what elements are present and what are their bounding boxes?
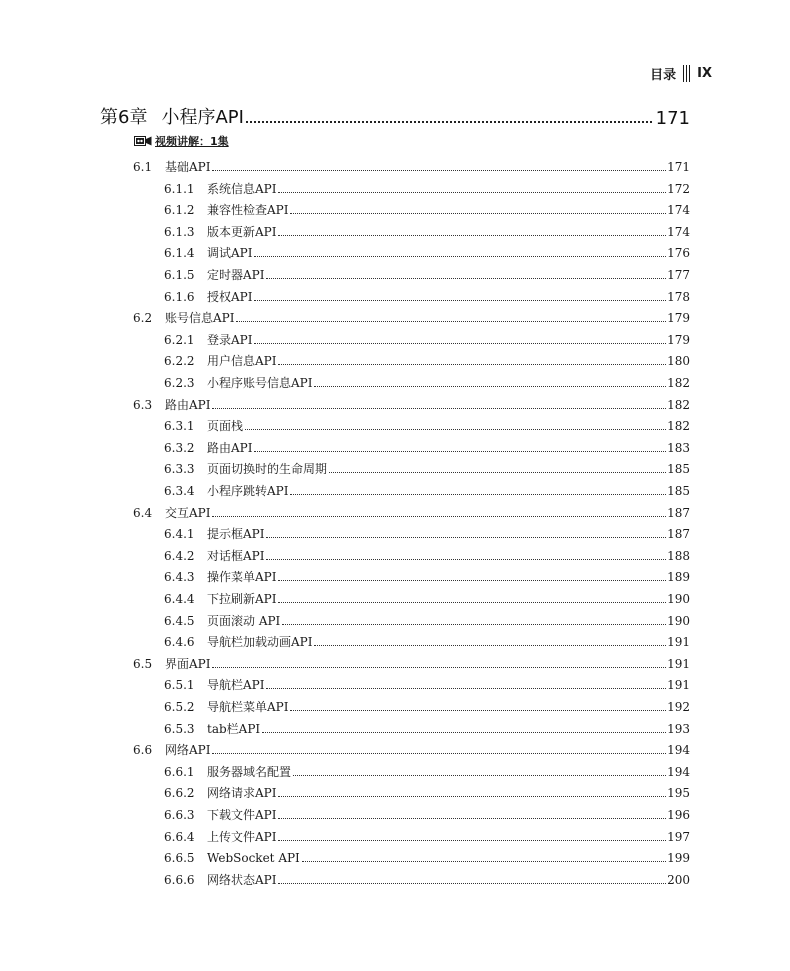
entry-title: 对话框API (207, 548, 265, 563)
entry-title: 网络状态API (207, 872, 277, 887)
entry-title: 页面切换时的生命周期 (207, 462, 328, 477)
entry-leader-dots (282, 624, 666, 625)
entry-page: 178 (667, 289, 690, 304)
toc-subsection-entry[interactable] (164, 369, 690, 390)
entry-page: 177 (667, 268, 690, 282)
entry-page: 197 (667, 829, 690, 844)
entry-title: 版本更新API (207, 224, 277, 239)
entry-number: 6.1.4 (164, 246, 195, 261)
video-note-label: 视频讲解：1集 (155, 135, 229, 148)
entry-leader-dots (278, 192, 666, 193)
entry-leader-dots (329, 472, 666, 473)
entry-title: 调试API (207, 246, 253, 261)
video-note[interactable] (134, 133, 229, 149)
entry-leader-dots (290, 213, 666, 214)
entry-page: 192 (667, 700, 690, 714)
entry-number: 6.6.2 (164, 786, 195, 801)
entry-leader-dots (262, 732, 666, 733)
entry-page: 191 (667, 678, 690, 693)
entry-page: 200 (667, 872, 690, 887)
entry-page: 193 (667, 721, 690, 736)
entry-title: 界面API (165, 656, 211, 671)
entry-number: 6.1.1 (164, 181, 195, 196)
toc-subsection-entry[interactable] (164, 542, 690, 563)
entry-page: 194 (667, 764, 690, 779)
toc-subsection-entry[interactable] (164, 261, 690, 282)
entry-leader-dots (254, 256, 666, 257)
entry-number: 6.2 (133, 311, 153, 326)
entry-number: 6.3.3 (164, 462, 195, 477)
toc-subsection-entry[interactable] (164, 801, 690, 822)
entry-page: 190 (667, 592, 690, 606)
entry-number: 6.5.3 (164, 721, 195, 736)
entry-page: 196 (667, 808, 690, 822)
entry-number: 6.4.3 (164, 570, 195, 585)
entry-page: 187 (667, 505, 690, 520)
entry-number: 6.6 (133, 743, 153, 758)
entry-leader-dots (278, 602, 666, 603)
entry-title: 网络请求API (207, 786, 277, 801)
entry-title: 下拉刷新API (207, 592, 277, 606)
entry-leader-dots (212, 170, 666, 171)
entry-number: 6.3.2 (164, 440, 195, 455)
toc-subsection-entry[interactable] (164, 607, 690, 628)
entry-number: 6.1.3 (164, 224, 195, 239)
toc-subsection-entry[interactable] (164, 715, 690, 736)
entry-page: 180 (667, 354, 690, 369)
toc-subsection-entry[interactable] (164, 823, 690, 844)
entry-title: 下载文件API (207, 808, 277, 822)
entry-leader-dots (290, 710, 666, 711)
entry-number: 6.4.5 (164, 613, 195, 628)
entry-page: 194 (667, 743, 690, 758)
chapter-page: 171 (655, 108, 690, 129)
entry-page: 191 (667, 656, 690, 671)
entry-number: 6.5 (133, 656, 153, 671)
toc-subsection-entry[interactable] (164, 196, 690, 217)
entry-page: 176 (667, 246, 690, 261)
entry-leader-dots (266, 688, 666, 689)
entry-title: 用户信息API (207, 354, 277, 369)
entry-number: 6.6.3 (164, 808, 195, 822)
toc-subsection-entry[interactable] (164, 758, 690, 779)
toc-subsection-entry[interactable] (164, 434, 690, 455)
entry-page: 171 (667, 160, 690, 174)
entry-number: 6.5.2 (164, 700, 195, 714)
entry-page: 190 (667, 613, 690, 628)
entry-title: 路由API (207, 440, 253, 455)
entry-title: 导航栏API (207, 678, 265, 693)
chapter-number: 第6章 (100, 107, 148, 128)
entry-page: 189 (667, 570, 690, 585)
entry-page: 174 (667, 224, 690, 239)
entry-title: 登录API (207, 332, 253, 347)
entry-number: 6.5.1 (164, 678, 195, 693)
header-divider-bars (683, 65, 690, 82)
entry-page: 182 (667, 419, 690, 434)
entry-title: 定时器API (207, 268, 265, 282)
entry-title: 服务器域名配置 (207, 764, 292, 779)
entry-leader-dots (278, 883, 666, 884)
entry-number: 6.3 (133, 397, 153, 412)
toc-subsection-entry[interactable] (164, 628, 690, 649)
entry-leader-dots (278, 364, 666, 365)
entry-leader-dots (266, 278, 666, 279)
toc-subsection-entry[interactable] (164, 175, 690, 196)
toc-subsection-entry[interactable] (164, 671, 690, 692)
entry-title: 页面滚动 API (207, 613, 281, 628)
entry-leader-dots (212, 753, 666, 754)
entry-title: 系统信息API (207, 181, 277, 196)
toc-section-entry[interactable] (133, 736, 690, 757)
entry-number: 6.2.1 (164, 332, 195, 347)
entry-number: 6.3.1 (164, 419, 195, 434)
entry-number: 6.6.4 (164, 829, 195, 844)
entry-page: 195 (667, 786, 690, 801)
entry-page: 183 (667, 440, 690, 455)
entry-title: 交互API (165, 505, 211, 520)
toc-subsection-entry[interactable] (164, 239, 690, 260)
entry-leader-dots (266, 559, 666, 560)
entry-page: 191 (667, 635, 690, 650)
entry-page: 179 (667, 311, 690, 326)
entry-page: 185 (667, 484, 690, 498)
toc-subsection-entry[interactable] (164, 283, 690, 304)
entry-title: tab栏API (207, 721, 261, 736)
entry-number: 6.1 (133, 160, 153, 174)
running-header (650, 64, 712, 82)
entry-number: 6.1.5 (164, 268, 195, 282)
toc-subsection-entry[interactable] (164, 477, 690, 498)
toc-section-entry[interactable] (133, 304, 690, 325)
entry-leader-dots (290, 494, 666, 495)
entry-leader-dots (236, 321, 666, 322)
chapter-leader-dots (246, 121, 652, 123)
entry-number: 6.4.2 (164, 548, 195, 563)
entry-leader-dots (314, 645, 666, 646)
entry-title: 页面栈 (207, 419, 244, 434)
entry-leader-dots (212, 516, 666, 517)
entry-title: 兼容性检查API (207, 203, 289, 218)
entry-leader-dots (302, 861, 666, 862)
entry-page: 199 (667, 851, 690, 866)
entry-number: 6.6.6 (164, 872, 195, 887)
entry-leader-dots (254, 451, 666, 452)
entry-leader-dots (278, 235, 666, 236)
entry-title: 小程序账号信息API (207, 376, 313, 390)
toc-subsection-entry[interactable] (164, 347, 690, 368)
entry-number: 6.1.2 (164, 203, 195, 218)
entry-number: 6.2.2 (164, 354, 195, 369)
toc-section-entry[interactable] (133, 650, 690, 671)
entry-page: 174 (667, 203, 690, 218)
toc-subsection-entry[interactable] (164, 218, 690, 239)
entry-leader-dots (278, 796, 666, 797)
entry-leader-dots (293, 775, 666, 776)
entry-title: 网络API (165, 743, 211, 758)
toc-section-entry[interactable] (133, 153, 690, 174)
entry-page: 187 (667, 527, 690, 542)
toc-subsection-entry[interactable] (164, 412, 690, 433)
entry-title: 授权API (207, 289, 253, 304)
entry-page: 182 (667, 397, 690, 412)
header-section-label: 目录 (650, 67, 677, 83)
entry-title: 操作菜单API (207, 570, 277, 585)
entry-number: 6.2.3 (164, 376, 195, 390)
entry-number: 6.4 (133, 505, 153, 520)
entry-title: 账号信息API (165, 311, 235, 326)
entry-number: 6.4.1 (164, 527, 195, 542)
toc-subsection-entry[interactable] (164, 844, 690, 865)
entry-title: 基础API (165, 160, 211, 174)
toc-subsection-entry[interactable] (164, 693, 690, 714)
entry-title: 提示框API (207, 527, 265, 542)
entry-leader-dots (212, 408, 666, 409)
toc-subsection-entry[interactable] (164, 326, 690, 347)
entry-leader-dots (212, 667, 666, 668)
toc-subsection-entry[interactable] (164, 866, 690, 887)
entry-page: 185 (667, 462, 690, 477)
entry-page: 182 (667, 376, 690, 390)
entry-page: 188 (667, 548, 690, 563)
entry-title: WebSocket API (207, 851, 300, 866)
toc-section-entry[interactable] (133, 391, 690, 412)
entry-title: 上传文件API (207, 829, 277, 844)
entry-title: 导航栏菜单API (207, 700, 289, 714)
video-camera-icon (134, 135, 152, 147)
entry-leader-dots (314, 386, 666, 387)
toc-subsection-entry[interactable] (164, 779, 690, 800)
toc-subsection-entry[interactable] (164, 455, 690, 476)
toc-subsection-entry[interactable] (164, 563, 690, 584)
entry-page: 172 (667, 181, 690, 196)
chapter-title: 小程序API (161, 107, 244, 128)
toc-section-entry[interactable] (133, 499, 690, 520)
entry-number: 6.4.4 (164, 592, 195, 606)
entry-leader-dots (254, 300, 666, 301)
entry-title: 路由API (165, 397, 211, 412)
entry-title: 小程序跳转API (207, 484, 289, 498)
entry-leader-dots (266, 537, 666, 538)
entry-number: 6.1.6 (164, 289, 195, 304)
header-page-number: IX (697, 65, 712, 81)
entry-leader-dots (278, 580, 666, 581)
chapter-heading[interactable] (100, 103, 690, 129)
entry-title: 导航栏加载动画API (207, 635, 313, 650)
entry-leader-dots (254, 343, 666, 344)
entry-number: 6.3.4 (164, 484, 195, 498)
entry-leader-dots (278, 840, 666, 841)
toc-subsection-entry[interactable] (164, 585, 690, 606)
entry-number: 6.6.1 (164, 764, 195, 779)
entry-leader-dots (278, 818, 666, 819)
toc-subsection-entry[interactable] (164, 520, 690, 541)
entry-number: 6.6.5 (164, 851, 195, 866)
entry-number: 6.4.6 (164, 635, 195, 650)
entry-page: 179 (667, 332, 690, 347)
entry-leader-dots (245, 429, 666, 430)
